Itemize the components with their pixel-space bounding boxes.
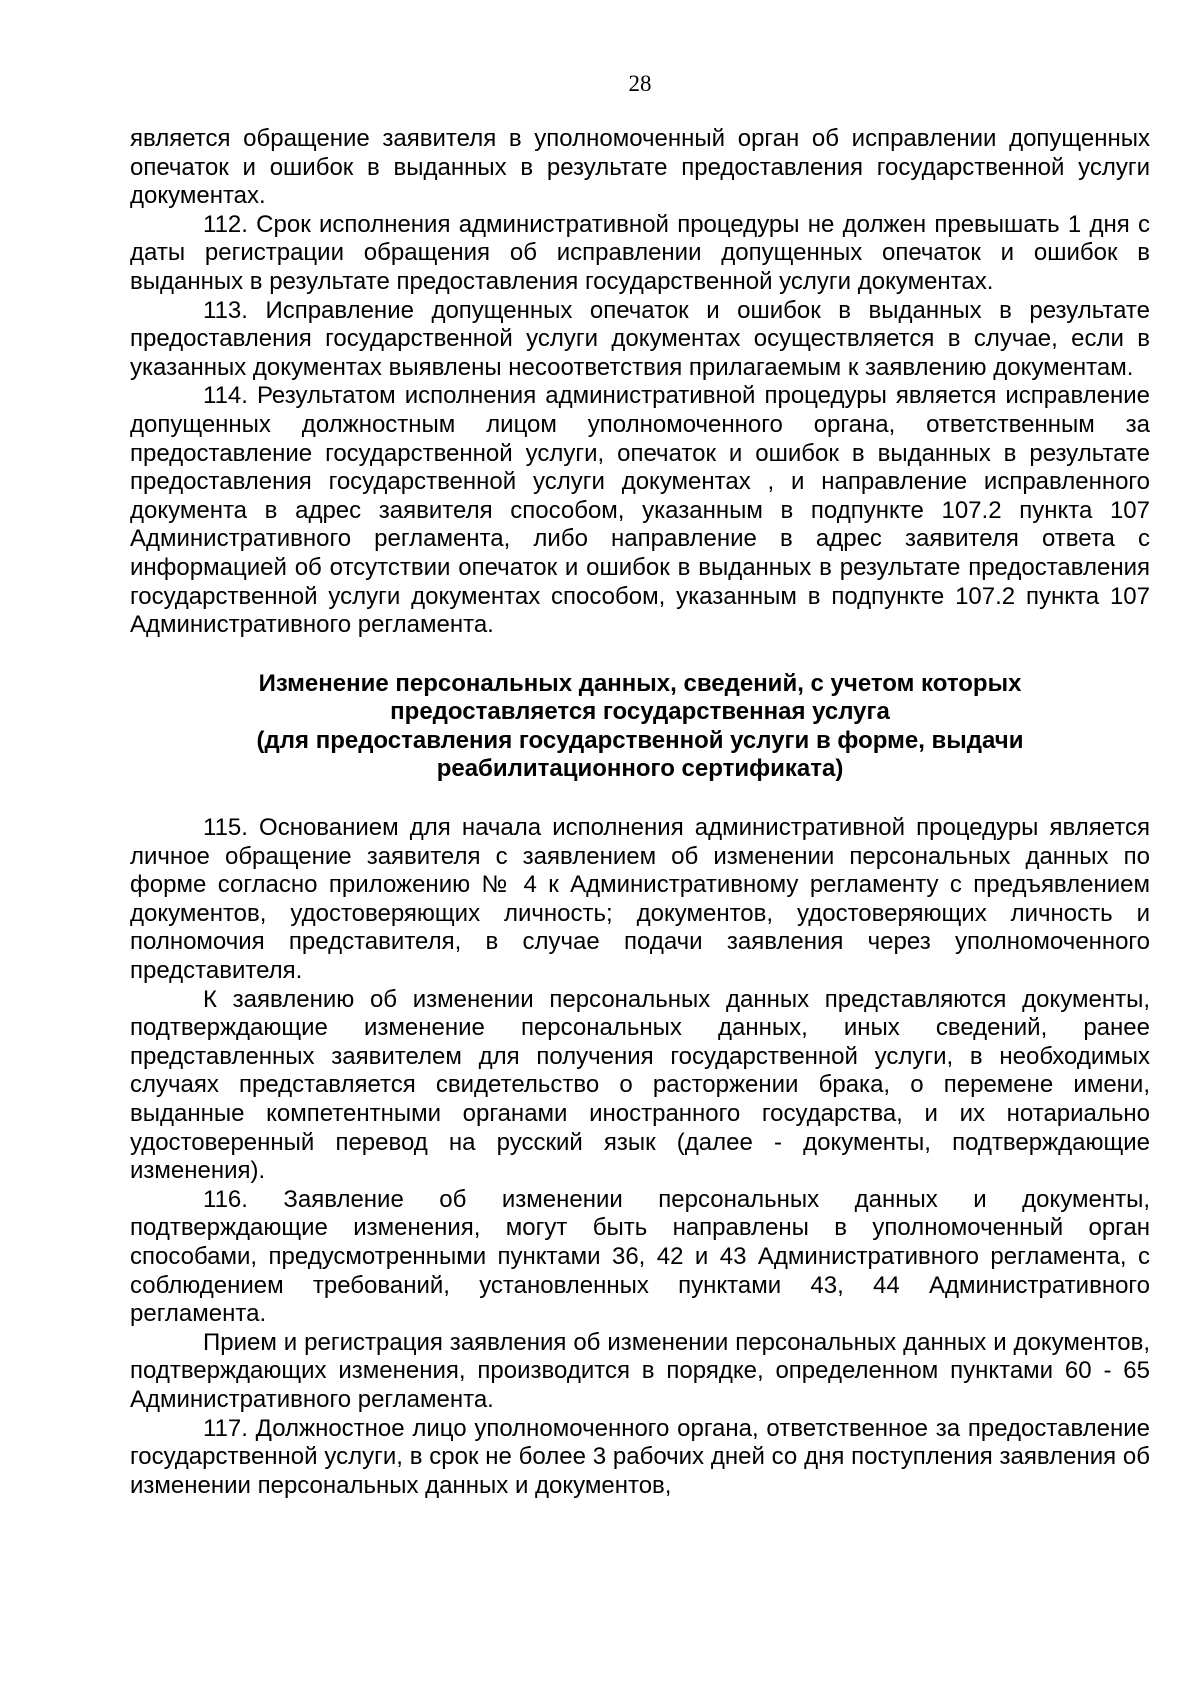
section-heading-line: предоставляется государственная услуга [390,698,890,726]
paragraph-116: 116. Заявление об изменении персональных данных и документы, подтверждающие изменения, могут быть направлены в уполномоченный орган способами, предусмотренными пунктами 36, 42 и 43 Административного регламента, с соблюдением требований, установленных пунктами 43, 44 Административного регламента. [130,1185,1150,1328]
page-number: 28 [628,71,652,96]
paragraph-documents-list: К заявлению об изменении персональных данных представляются документы, подтверждающие изменение персональных данных, иных сведений, ранее представленных заявителем для получения государственной услуги, в необходимых случаях представляется свидетельство о расторжении брака, о перемене имени, выданные компетентными органами иностранного государства, и их нотариально удостоверенный перевод на русский язык (далее - документы, подтверждающие изменения). [130,985,1150,1185]
paragraph-113: 113. Исправление допущенных опечаток и ошибок в выданных в результате предоставления государственной услуги документах осуществляется в случае, если в указанных документах выявлены несоответствия прилагаемым к заявлению документам. [130,296,1150,381]
document-body [130,125,1150,1500]
section-heading-line: Изменение персональных данных, сведений, с учетом которых [258,669,1022,697]
paragraph-registration: Прием и регистрация заявления об изменении персональных данных и документов, подтверждающих изменения, производится в порядке, определенном пунктами 60 - 65 Административного регламента. [130,1328,1150,1413]
paragraph-112: 112. Срок исполнения административной процедуры не должен превышать 1 дня с даты регистрации обращения об исправлении допущенных опечаток и ошибок в выданных в результате предоставления государственной услуги документах. [130,210,1150,295]
paragraph-114: 114. Результатом исполнения административной процедуры является исправление допущенных должностным лицом уполномоченного органа, ответственным за предоставление государственной услуги, опечаток и ошибок в выданных в результате предоставления государственной услуги документах , и направление исправленного документа в адрес заявителя способом, указанным в подпункте 107.2 пункта 107 Административного регламента, либо направление в адрес заявителя ответа с информацией об отсутствии опечаток и ошибок в выданных в результате предоставления государственной услуги документах способом, указанным в подпункте 107.2 пункта 107 Административного регламента. [130,382,1150,639]
section-heading [130,670,1150,784]
paragraph-117: 117. Должностное лицо уполномоченного органа, ответственное за предоставление государственной услуги, в срок не более 3 рабочих дней со дня поступления заявления об изменении персональных данных и документов, [130,1414,1150,1499]
paragraph-115: 115. Основанием для начала исполнения административной процедуры является личное обращение заявителя с заявлением об изменении персональных данных по форме согласно приложению № 4 к Административному регламенту с предъявлением документов, удостоверяющих личность; документов, удостоверяющих личность и полномочия представителя, в случае подачи заявления через уполномоченного представителя. [130,814,1150,985]
section-heading-line: реабилитационного сертификата) [436,755,844,783]
paragraph-continuation: является обращение заявителя в уполномоченный орган об исправлении допущенных опечаток и ошибок в выданных в результате предоставления государственной услуги документах. [130,125,1150,210]
section-heading-line: (для предоставления государственной услуги в форме, выдачи [256,726,1024,754]
